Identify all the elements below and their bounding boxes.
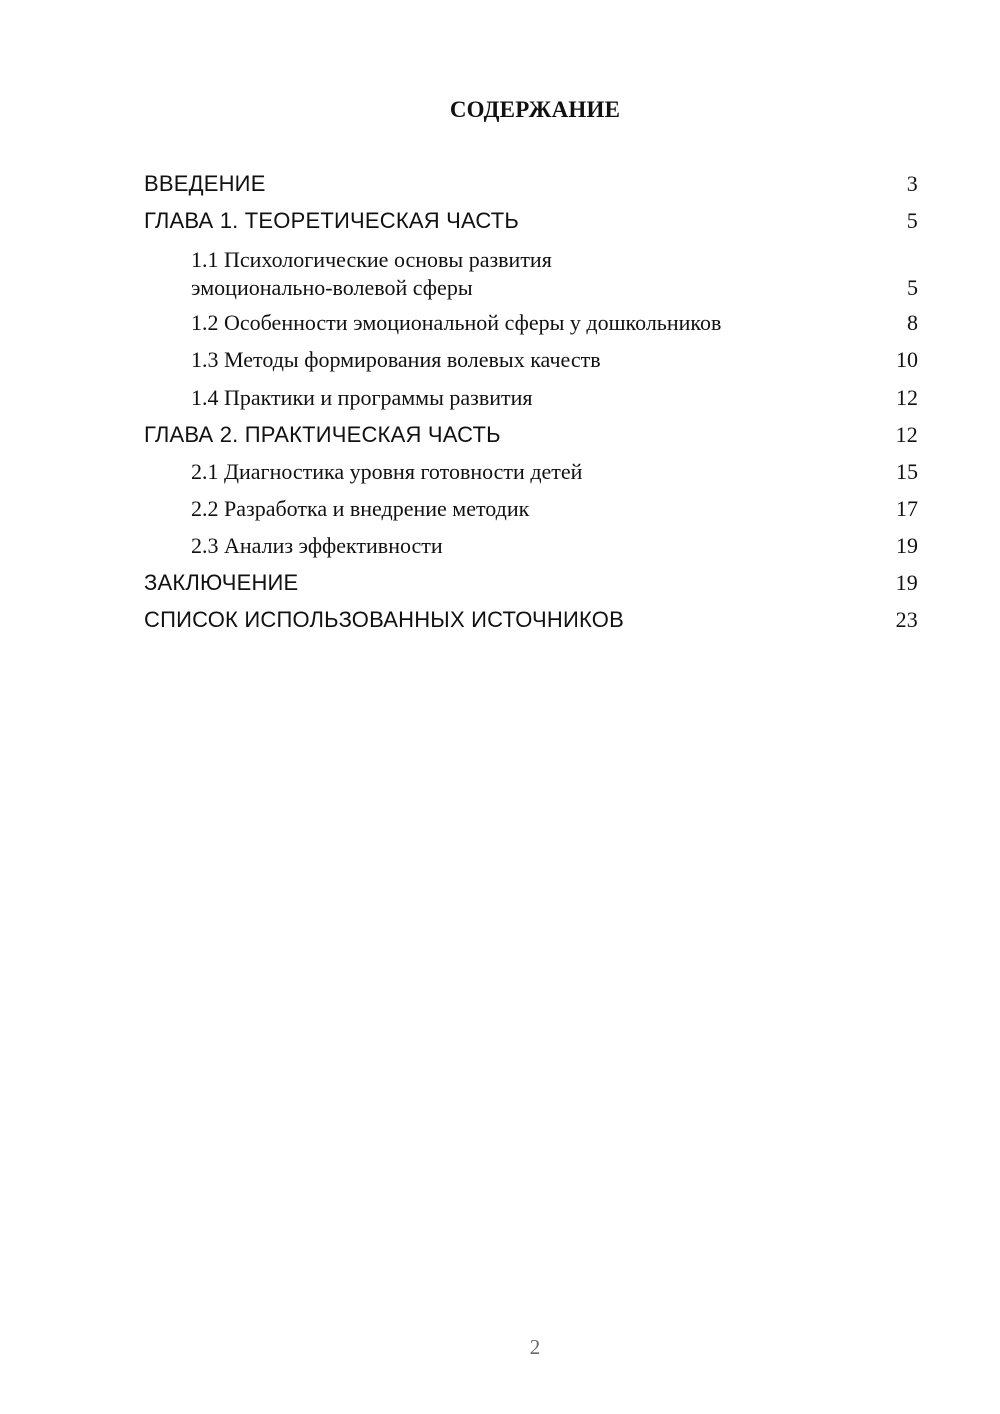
page-number: 2 xyxy=(529,1335,541,1359)
toc-entry-page: 15 xyxy=(896,459,918,484)
toc-entry-label: 1.4 Практики и программы развития xyxy=(191,385,533,410)
toc-entry-section-1-2[interactable] xyxy=(144,309,918,337)
toc-entry-chapter-1[interactable] xyxy=(144,207,918,235)
table-of-contents xyxy=(144,166,918,646)
toc-entry-label: ГЛАВА 2. ПРАКТИЧЕСКАЯ ЧАСТЬ xyxy=(144,422,501,447)
toc-entry-section-2-1[interactable] xyxy=(144,458,918,486)
toc-entry-label: СПИСОК ИСПОЛЬЗОВАННЫХ ИСТОЧНИКОВ xyxy=(144,607,624,632)
toc-entry-label xyxy=(191,246,552,302)
toc-entry-page: 5 xyxy=(907,275,918,300)
toc-entry-section-2-3[interactable] xyxy=(144,532,918,560)
toc-entry-label: 1.3 Методы формирования волевых качеств xyxy=(191,347,601,372)
toc-entry-label-line-1: 1.1 Психологические основы развития xyxy=(191,247,552,272)
toc-entry-label: 1.2 Особенности эмоциональной сферы у дошкольников xyxy=(191,310,722,335)
toc-entry-section-1-1[interactable] xyxy=(144,246,918,302)
toc-entry-section-2-2[interactable] xyxy=(144,495,918,523)
toc-entry-conclusion[interactable] xyxy=(144,569,918,597)
toc-entry-label: ВВЕДЕНИЕ xyxy=(144,171,266,196)
toc-entry-page: 12 xyxy=(896,385,918,410)
toc-entry-label: ГЛАВА 1. ТЕОРЕТИЧЕСКАЯ ЧАСТЬ xyxy=(144,208,520,233)
page-title: СОДЕРЖАНИЕ xyxy=(449,97,621,122)
toc-entry-page: 10 xyxy=(896,347,918,372)
toc-entry-references[interactable] xyxy=(144,606,918,634)
toc-entry-label-line-2: эмоционально-волевой сферы xyxy=(191,275,473,300)
toc-entry-page: 5 xyxy=(906,208,918,233)
toc-entry-page: 12 xyxy=(895,422,918,447)
toc-entry-label: 2.2 Разработка и внедрение методик xyxy=(191,496,530,521)
toc-entry-section-1-4[interactable] xyxy=(144,384,918,412)
toc-entry-chapter-2[interactable] xyxy=(144,421,918,449)
toc-entry-introduction[interactable] xyxy=(144,170,918,198)
toc-entry-page: 19 xyxy=(896,533,918,558)
toc-entry-page: 3 xyxy=(906,171,918,196)
toc-entry-label: 2.1 Диагностика уровня готовности детей xyxy=(191,459,583,484)
toc-entry-label: ЗАКЛЮЧЕНИЕ xyxy=(144,570,299,595)
toc-entry-page: 8 xyxy=(907,310,918,335)
toc-entry-label: 2.3 Анализ эффективности xyxy=(191,533,443,558)
toc-entry-page: 17 xyxy=(896,496,918,521)
toc-entry-page: 23 xyxy=(895,607,918,632)
toc-entry-page: 19 xyxy=(895,570,918,595)
toc-entry-section-1-3[interactable] xyxy=(144,346,918,374)
